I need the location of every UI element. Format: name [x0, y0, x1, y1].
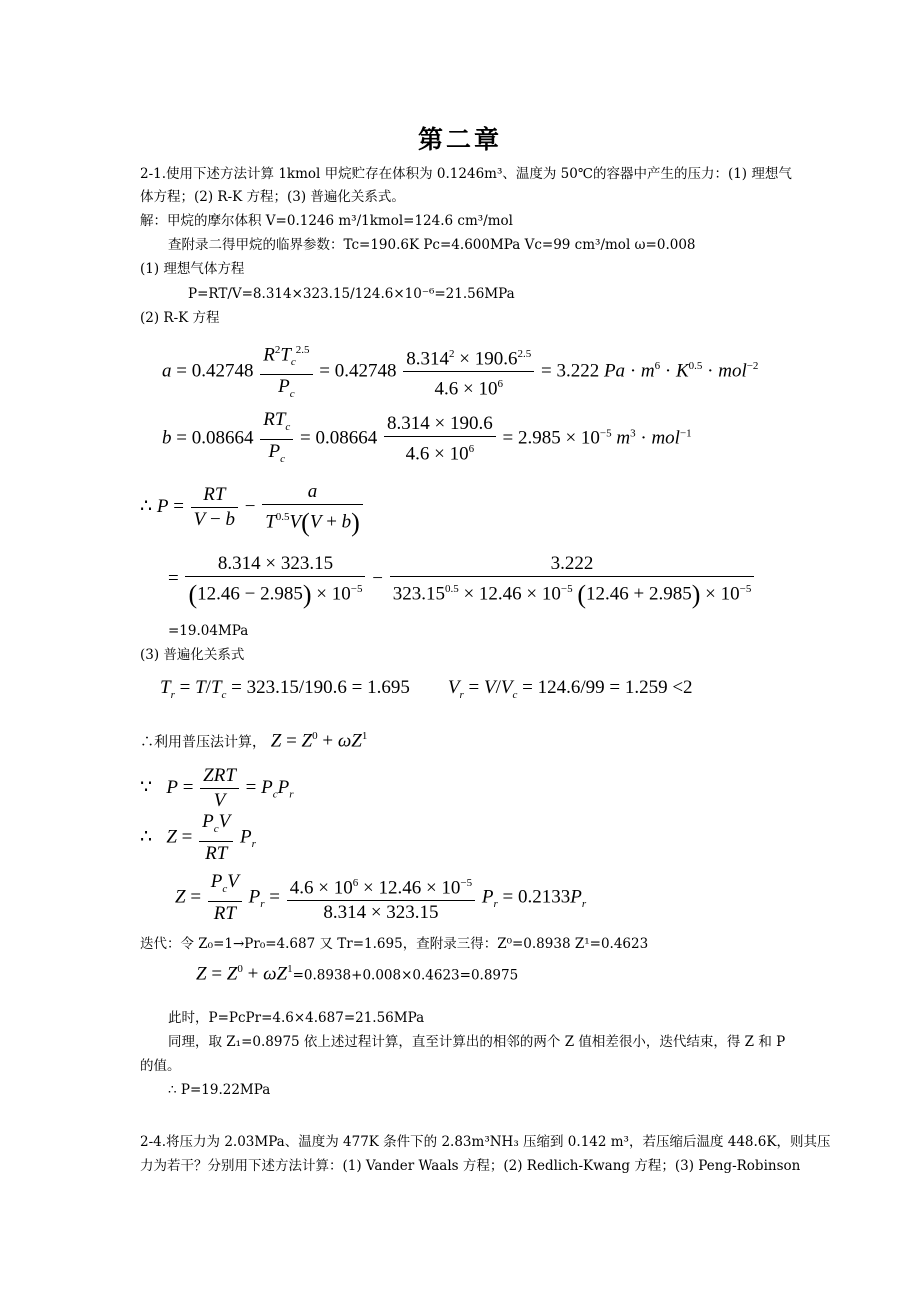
chapter-title: 第二章	[417, 125, 502, 154]
pitzer-correlation-line: ∴利用普压法计算， $Z = Z^0 + \omega Z^1$	[140, 730, 368, 752]
z-value-result: =0.8938+0.008×0.4623=0.8975	[292, 967, 519, 984]
pitzer-note: ∴利用普压法计算，	[140, 734, 266, 751]
problem-2-4-statement-line1: 2-4.将压力为 2.03MPa、温度为 477K 条件下的 2.83m³NH₃ 压缩到 0.142 m³，若压缩后温度 448.6K，则其压	[140, 1134, 831, 1150]
problem-2-1-statement-line1: 2-1.使用下述方法计算 1kmol 甲烷贮存在体积为 0.1246m³、温度为 50℃的容器中产生的压力：(1) 理想气	[140, 166, 792, 182]
ideal-gas-result: P=RT/V=8.314×323.15/124.6×10⁻⁶=21.56MPa	[188, 286, 515, 302]
problem-2-1-statement-line2: 体方程；(2) R-K 方程；(3) 普遍化关系式。	[140, 189, 405, 205]
iteration-line: 迭代：令 Z₀=1→Pr₀=4.687 又 Tr=1.695，查附录三得：Z⁰=0.8938 Z¹=0.4623	[140, 936, 649, 952]
final-answer: ∴ P=19.22MPa	[168, 1082, 271, 1098]
z-numeric-equation: Z = $\frac{P_cV}{RT}$ $P_r$ = $\frac{4.6 \times 10^6 \times 12.46 \times 10^{-5}}{8.314 \times 323.15}$ $P_r = 0.2133P_r$	[175, 871, 587, 924]
z-value-equation: $Z = Z^0 + \omega Z^1=0.8938+0.008\times 0.4623=0.8975$	[196, 963, 519, 985]
section-rk-heading: (2) R-K 方程	[140, 310, 220, 326]
repeat-iteration-line1: 同理，取 Z₁=0.8975 依上述过程计算，直至计算出的相邻的两个 Z 值相差很小，迭代结束，得 Z 和 P	[168, 1034, 786, 1050]
rk-b-equation: b = 0.08664 $\frac{RT_c}{P_c}$ = 0.08664 $\frac{8.314 \times 190.6}{4.6 \times 10^6}$ = $2.985 \times 10^{-5}$ $m^3 \cdot mol^{-1}$	[162, 409, 692, 465]
solution-molar-volume: 解：甲烷的摩尔体积 V=0.1246 m³/1kmol=124.6 cm³/mol	[140, 213, 513, 229]
critical-parameters: 查附录二得甲烷的临界参数：Tc=190.6K Pc=4.600MPa Vc=99 cm³/mol ω=0.008	[168, 237, 696, 253]
section-ideal-gas-heading: (1) 理想气体方程	[140, 261, 245, 277]
rk-substituted-equation: = $\frac{8.314 \times 323.15}{(12.46 - 2.985) \times 10^{-5}}$ − $\frac{3.222}{323.15^{0.5} \times 12.46 \times 10^{-5} (12.46 + 2.985) \times 10^{-5}}$	[168, 552, 756, 607]
z-expression-equation: ∴ Z = $\frac{P_cV}{RT}$ $P_r$	[140, 811, 256, 864]
problem-2-4-statement-line2: 力为若干？分别用下述方法计算：(1) Vander Waals 方程；(2) Redlich-Kwang 方程；(3) Peng-Robinson	[140, 1158, 801, 1174]
section-generalized-heading: (3) 普遍化关系式	[140, 647, 245, 663]
rk-equation-of-state: ∴ P = $\frac{RT}{V - b}$ − $\frac{a}{T^{0.5}V(V + b)}$	[140, 480, 365, 535]
rk-a-equation: a = 0.42748 $\frac{R^2T_c^{2.5}}{P_c}$ = 0.42748 $\frac{8.314^2 \times 190.6^{2.5}}{4.6 \times 10^6}$ = 3.222 $Pa \cdot m^6 \cdot K^{0.5} \cdot mol^{-2}$	[162, 338, 758, 406]
repeat-iteration-line2: 的值。	[140, 1058, 181, 1074]
pressure-compressibility-equation: ∵ P = $\frac{\text{ZRT}}{V}$ = $P_cP_r$	[140, 765, 294, 811]
rk-result: =19.04MPa	[168, 623, 249, 639]
pressure-now: 此时，P=PcPr=4.6×4.687=21.56MPa	[168, 1010, 425, 1026]
reduced-properties-equation: $T_r = T/T_c = 323.15/190.6 = 1.695$ $V_r = V/V_c = 124.6/99 = 1.259 <2$	[160, 677, 693, 701]
